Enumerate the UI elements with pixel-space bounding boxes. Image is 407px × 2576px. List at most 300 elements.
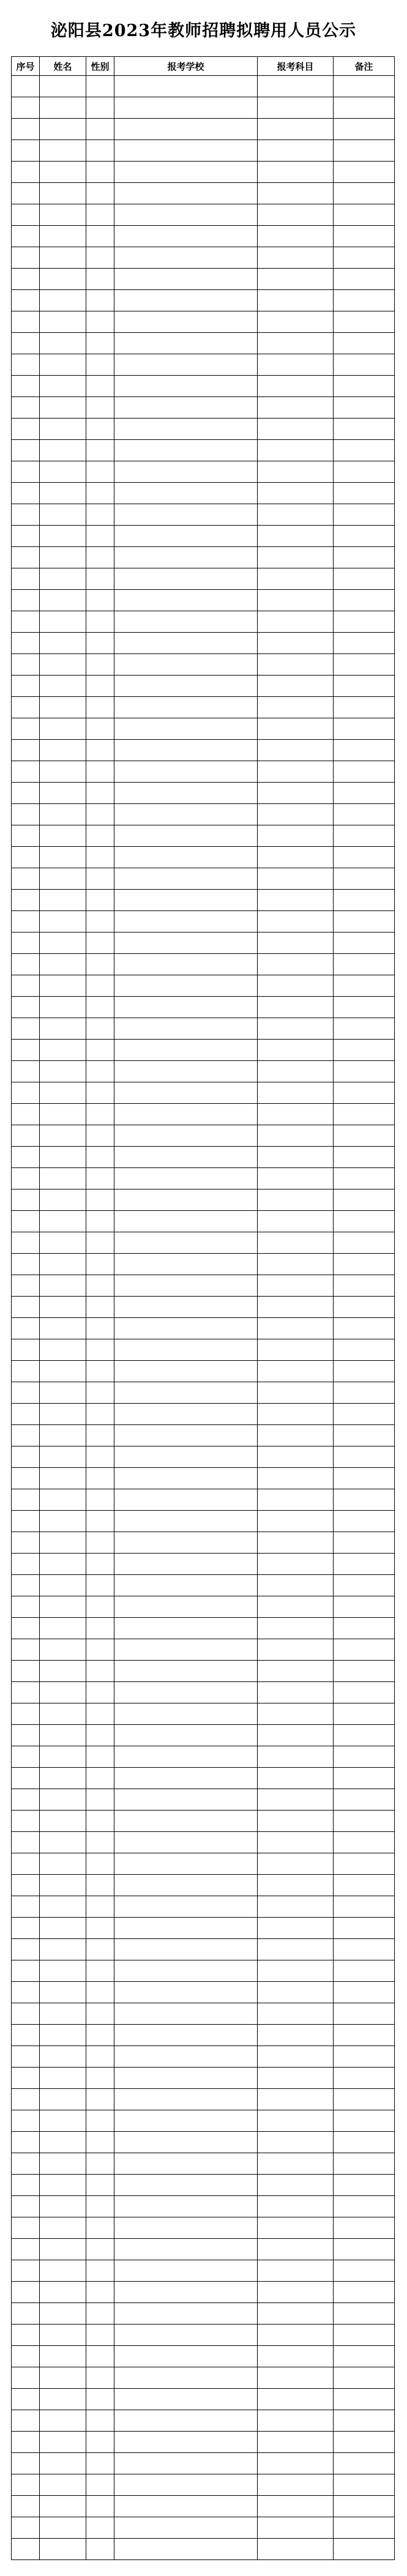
cell-index [12, 654, 40, 676]
cell-gender [86, 2282, 114, 2303]
table-row [12, 2068, 395, 2089]
cell-remarks [334, 2539, 395, 2560]
cell-index [12, 1297, 40, 1318]
header-subject: 报考科目 [258, 57, 334, 76]
cell-gender [86, 1618, 114, 1639]
cell-subject [258, 1639, 334, 1661]
cell-name [40, 1960, 86, 1982]
cell-school [114, 2175, 258, 2196]
cell-subject [258, 1682, 334, 1703]
cell-subject [258, 2539, 334, 2560]
cell-remarks [334, 1811, 395, 1832]
cell-remarks [334, 1532, 395, 1554]
cell-name [40, 1639, 86, 1661]
cell-index [12, 2282, 40, 2303]
cell-school [114, 2346, 258, 2367]
table-row [12, 1061, 395, 1082]
cell-school [114, 2153, 258, 2175]
cell-gender [86, 1254, 114, 1275]
table-row [12, 1768, 395, 1789]
cell-index [12, 1147, 40, 1168]
cell-index [12, 1082, 40, 1104]
table-row [12, 2325, 395, 2346]
cell-subject [258, 847, 334, 868]
cell-name [40, 376, 86, 397]
header-row [12, 57, 395, 76]
cell-gender [86, 2453, 114, 2474]
cell-school [114, 2260, 258, 2282]
cell-index [12, 1918, 40, 1939]
cell-name [40, 1918, 86, 1939]
cell-remarks [334, 119, 395, 140]
cell-index [12, 1554, 40, 1575]
cell-school [114, 140, 258, 162]
cell-subject [258, 1168, 334, 1189]
table-row [12, 1297, 395, 1318]
cell-index [12, 740, 40, 761]
cell-remarks [334, 483, 395, 504]
cell-school [114, 1361, 258, 1382]
cell-subject [258, 783, 334, 804]
cell-index [12, 1639, 40, 1661]
table-row [12, 1232, 395, 1254]
cell-remarks [334, 2346, 395, 2367]
cell-gender [86, 2539, 114, 2560]
cell-gender [86, 354, 114, 376]
cell-subject [258, 1939, 334, 1960]
cell-gender [86, 1661, 114, 1682]
cell-name [40, 868, 86, 890]
cell-gender [86, 1446, 114, 1468]
cell-subject [258, 269, 334, 290]
cell-name [40, 1446, 86, 1468]
cell-name [40, 1853, 86, 1875]
cell-remarks [334, 183, 395, 204]
cell-subject [258, 2003, 334, 2025]
table-row [12, 633, 395, 654]
cell-index [12, 2132, 40, 2153]
cell-index [12, 97, 40, 119]
cell-remarks [334, 269, 395, 290]
cell-name [40, 740, 86, 761]
cell-subject [258, 1211, 334, 1232]
cell-index [12, 2303, 40, 2325]
cell-name [40, 2260, 86, 2282]
cell-name [40, 1254, 86, 1275]
cell-remarks [334, 954, 395, 975]
table-row [12, 504, 395, 526]
cell-school [114, 2303, 258, 2325]
cell-index [12, 2432, 40, 2453]
cell-gender [86, 1554, 114, 1575]
cell-school [114, 333, 258, 354]
table-row [12, 1275, 395, 1297]
cell-school [114, 183, 258, 204]
cell-subject [258, 2089, 334, 2110]
cell-name [40, 1982, 86, 2003]
cell-gender [86, 1468, 114, 1489]
cell-index [12, 140, 40, 162]
cell-subject [258, 1339, 334, 1361]
table-row [12, 140, 395, 162]
cell-index [12, 1511, 40, 1532]
cell-subject [258, 804, 334, 825]
cell-remarks [334, 2046, 395, 2068]
cell-name [40, 226, 86, 247]
cell-gender [86, 1596, 114, 1618]
table-row [12, 932, 395, 954]
cell-school [114, 1511, 258, 1532]
cell-school [114, 1168, 258, 1189]
cell-subject [258, 1382, 334, 1404]
cell-school [114, 1661, 258, 1682]
table-row [12, 2389, 395, 2410]
cell-subject [258, 890, 334, 911]
cell-name [40, 676, 86, 697]
cell-school [114, 2025, 258, 2046]
table-row [12, 804, 395, 825]
table-row [12, 2132, 395, 2153]
table-row [12, 1382, 395, 1404]
table-row [12, 204, 395, 226]
cell-name [40, 783, 86, 804]
cell-remarks [334, 1254, 395, 1275]
page-title: 泌阳县2023年教师招聘拟聘用人员公示 [50, 21, 357, 40]
cell-remarks [334, 376, 395, 397]
cell-subject [258, 2474, 334, 2496]
cell-school [114, 633, 258, 654]
cell-index [12, 2367, 40, 2389]
cell-remarks [334, 1297, 395, 1318]
table-row [12, 997, 395, 1018]
cell-subject [258, 1125, 334, 1147]
cell-name [40, 483, 86, 504]
cell-gender [86, 290, 114, 311]
table-row [12, 2453, 395, 2474]
cell-index [12, 2517, 40, 2539]
cell-remarks [334, 1489, 395, 1511]
cell-subject [258, 1040, 334, 1061]
cell-remarks [334, 1746, 395, 1768]
cell-school [114, 226, 258, 247]
cell-gender [86, 97, 114, 119]
cell-index [12, 1404, 40, 1425]
cell-gender [86, 2303, 114, 2325]
cell-subject [258, 311, 334, 333]
cell-name [40, 1725, 86, 1746]
table-row [12, 440, 395, 461]
cell-subject [258, 2110, 334, 2132]
cell-gender [86, 2432, 114, 2453]
cell-gender [86, 1425, 114, 1446]
table-row [12, 1939, 395, 1960]
table-row [12, 1639, 395, 1661]
cell-index [12, 676, 40, 697]
table-row [12, 1618, 395, 1639]
cell-remarks [334, 654, 395, 676]
cell-subject [258, 1361, 334, 1382]
table-row [12, 911, 395, 932]
cell-school [114, 954, 258, 975]
cell-gender [86, 633, 114, 654]
table-row [12, 1082, 395, 1104]
cell-remarks [334, 997, 395, 1018]
cell-index [12, 2496, 40, 2517]
cell-subject [258, 1189, 334, 1211]
cell-remarks [334, 1082, 395, 1104]
cell-index [12, 1425, 40, 1446]
cell-school [114, 1703, 258, 1725]
cell-school [114, 504, 258, 526]
cell-remarks [334, 1125, 395, 1147]
cell-school [114, 1446, 258, 1468]
cell-subject [258, 1811, 334, 1832]
cell-name [40, 419, 86, 440]
cell-remarks [334, 1211, 395, 1232]
cell-name [40, 1211, 86, 1232]
cell-school [114, 76, 258, 97]
cell-subject [258, 1853, 334, 1875]
cell-index [12, 1361, 40, 1382]
cell-school [114, 1125, 258, 1147]
cell-index [12, 1532, 40, 1554]
cell-subject [258, 440, 334, 461]
cell-subject [258, 376, 334, 397]
cell-index [12, 975, 40, 997]
cell-school [114, 2496, 258, 2517]
cell-school [114, 1575, 258, 1596]
table-row [12, 226, 395, 247]
table-row [12, 2175, 395, 2196]
cell-name [40, 1811, 86, 1832]
table-row [12, 1853, 395, 1875]
cell-remarks [334, 247, 395, 269]
table-row [12, 526, 395, 547]
table-row [12, 1425, 395, 1446]
cell-index [12, 247, 40, 269]
cell-gender [86, 847, 114, 868]
cell-index [12, 2068, 40, 2089]
cell-name [40, 269, 86, 290]
cell-subject [258, 2410, 334, 2432]
cell-index [12, 2346, 40, 2367]
cell-name [40, 247, 86, 269]
table-row [12, 890, 395, 911]
cell-index [12, 419, 40, 440]
cell-gender [86, 611, 114, 633]
cell-subject [258, 932, 334, 954]
cell-school [114, 1147, 258, 1168]
cell-school [114, 1211, 258, 1232]
cell-remarks [334, 2260, 395, 2282]
table-row [12, 1168, 395, 1189]
cell-index [12, 2025, 40, 2046]
cell-remarks [334, 2003, 395, 2025]
cell-subject [258, 162, 334, 183]
table-row [12, 2517, 395, 2539]
cell-subject [258, 1875, 334, 1896]
cell-school [114, 2432, 258, 2453]
table-row [12, 2432, 395, 2453]
table-row [12, 1682, 395, 1703]
table-row [12, 290, 395, 311]
cell-index [12, 1446, 40, 1468]
cell-gender [86, 1168, 114, 1189]
cell-name [40, 1596, 86, 1618]
cell-remarks [334, 568, 395, 590]
cell-gender [86, 697, 114, 718]
cell-name [40, 804, 86, 825]
cell-index [12, 1339, 40, 1361]
table-row [12, 697, 395, 718]
cell-subject [258, 397, 334, 419]
cell-index [12, 547, 40, 568]
table-row [12, 1339, 395, 1361]
table-row [12, 1189, 395, 1211]
cell-index [12, 1382, 40, 1404]
cell-gender [86, 1489, 114, 1511]
cell-index [12, 1018, 40, 1040]
cell-name [40, 2410, 86, 2432]
cell-school [114, 1768, 258, 1789]
cell-index [12, 2325, 40, 2346]
cell-gender [86, 1189, 114, 1211]
cell-name [40, 761, 86, 783]
cell-remarks [334, 1018, 395, 1040]
cell-name [40, 2367, 86, 2389]
cell-remarks [334, 526, 395, 547]
table-row [12, 568, 395, 590]
cell-subject [258, 2068, 334, 2089]
table-row [12, 654, 395, 676]
cell-subject [258, 2217, 334, 2239]
cell-index [12, 1211, 40, 1232]
cell-remarks [334, 2517, 395, 2539]
cell-name [40, 2474, 86, 2496]
cell-gender [86, 1147, 114, 1168]
cell-subject [258, 1832, 334, 1853]
cell-remarks [334, 740, 395, 761]
cell-subject [258, 1297, 334, 1318]
cell-subject [258, 226, 334, 247]
cell-school [114, 1275, 258, 1297]
cell-subject [258, 1789, 334, 1811]
cell-name [40, 1768, 86, 1789]
table-row [12, 1125, 395, 1147]
cell-subject [258, 1404, 334, 1425]
cell-index [12, 761, 40, 783]
cell-remarks [334, 1361, 395, 1382]
cell-name [40, 1082, 86, 1104]
cell-index [12, 1811, 40, 1832]
cell-gender [86, 226, 114, 247]
cell-subject [258, 954, 334, 975]
cell-name [40, 1232, 86, 1254]
cell-remarks [334, 1789, 395, 1811]
cell-subject [258, 697, 334, 718]
cell-subject [258, 247, 334, 269]
cell-name [40, 1939, 86, 1960]
cell-index [12, 1168, 40, 1189]
cell-school [114, 1232, 258, 1254]
table-row [12, 2046, 395, 2068]
cell-subject [258, 1446, 334, 1468]
cell-gender [86, 1768, 114, 1789]
cell-subject [258, 419, 334, 440]
cell-name [40, 568, 86, 590]
cell-gender [86, 997, 114, 1018]
cell-name [40, 311, 86, 333]
cell-name [40, 2110, 86, 2132]
table-row [12, 2025, 395, 2046]
table-row [12, 611, 395, 633]
cell-remarks [334, 1404, 395, 1425]
cell-index [12, 1853, 40, 1875]
table-row [12, 2410, 395, 2432]
cell-school [114, 2282, 258, 2303]
cell-school [114, 2003, 258, 2025]
cell-remarks [334, 1318, 395, 1339]
cell-remarks [334, 1725, 395, 1746]
cell-gender [86, 2153, 114, 2175]
cell-gender [86, 2474, 114, 2496]
cell-remarks [334, 2282, 395, 2303]
cell-gender [86, 2410, 114, 2432]
cell-name [40, 1189, 86, 1211]
cell-remarks [334, 2410, 395, 2432]
table-row [12, 740, 395, 761]
table-row [12, 1532, 395, 1554]
cell-school [114, 1189, 258, 1211]
cell-gender [86, 1789, 114, 1811]
cell-index [12, 1789, 40, 1811]
cell-remarks [334, 1639, 395, 1661]
cell-name [40, 2175, 86, 2196]
cell-school [114, 247, 258, 269]
cell-index [12, 1618, 40, 1639]
cell-index [12, 1960, 40, 1982]
cell-subject [258, 483, 334, 504]
cell-name [40, 611, 86, 633]
table-row [12, 2539, 395, 2560]
table-row [12, 461, 395, 483]
table-row [12, 333, 395, 354]
cell-index [12, 76, 40, 97]
cell-subject [258, 504, 334, 526]
cell-index [12, 1468, 40, 1489]
cell-index [12, 183, 40, 204]
table-row [12, 2303, 395, 2325]
cell-remarks [334, 890, 395, 911]
cell-gender [86, 1939, 114, 1960]
cell-name [40, 1404, 86, 1425]
cell-remarks [334, 140, 395, 162]
cell-subject [258, 2517, 334, 2539]
cell-name [40, 847, 86, 868]
cell-index [12, 1875, 40, 1896]
table-row [12, 2496, 395, 2517]
cell-subject [258, 676, 334, 697]
cell-index [12, 611, 40, 633]
cell-remarks [334, 2196, 395, 2217]
cell-index [12, 568, 40, 590]
cell-name [40, 2453, 86, 2474]
cell-gender [86, 1339, 114, 1361]
cell-gender [86, 1575, 114, 1596]
cell-remarks [334, 97, 395, 119]
cell-index [12, 2260, 40, 2282]
cell-name [40, 2132, 86, 2153]
